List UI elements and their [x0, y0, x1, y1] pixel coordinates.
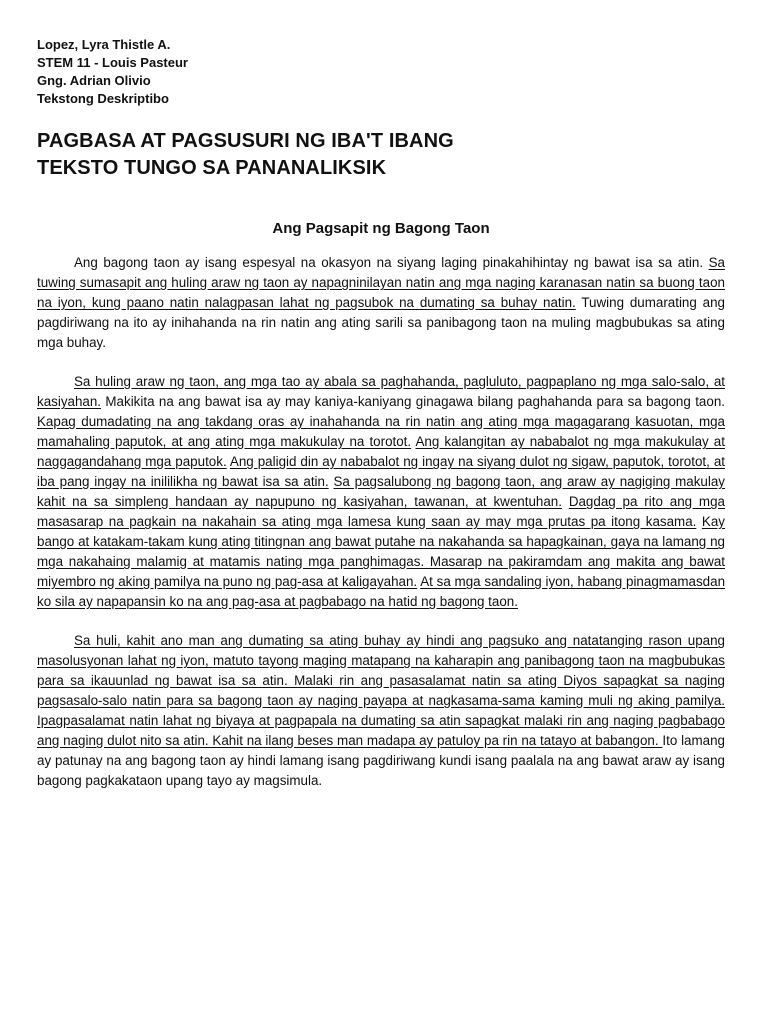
author-name: Lopez, Lyra Thistle A. — [37, 37, 171, 52]
p1-sentence-3: Tuwing dumarating ang pagdiriwang na ito ay inihahanda na rin natin ang ating sarili sa panibagong taon na muling magbubukas sa ating mga buhay. — [37, 295, 725, 350]
p3-underlined-1: Sa huli, kahit ano man ang dumating sa ating buhay ay hindi ang pagsuko ang natatanging rason upang masolusyonan lahat ng iyon, matuto tayong maging matapang na kaharapin ang panibagong taon na magbubukas para sa ikauunlad ng bawat isa sa atin. Malaki rin ang pasasalamat natin sa ating Diyos sapagkat sa naging pagsasalo-salo natin para sa bagong taon ay naging payapa at nagkasama-sama kaming muli ng aking pamilya. Ipagpasalamat natin lahat ng biyaya at pagpapala na dumating sa atin sapagkat malaki rin ang naging pagbabago ang naging dulot nito sa atin. Kahit na ilang beses man madapa ay patuloy pa rin na tatayo at babangon. — [37, 633, 725, 748]
p2-underlined-8: At sa mga sandaling iyon, habang pinagmamasdan ko sila ay napapansin ko na ang pag-asa at pagbabago na hatid ng bagong taon. — [37, 574, 726, 609]
p2-underlined-5: Sa pagsalubong ng bagong taon, ang araw ay nagiging makulay kahit na sa simpleng handaan ay napupuno ng kasiyahan, tawanan, at kwentuhan. — [37, 474, 725, 509]
header-block — [37, 36, 725, 108]
paragraph-3 — [37, 631, 725, 791]
p2-plain-1: Makikita na ang bawat isa ay may kaniya-kaniyang ginagawa bilang paghahanda para sa bagong taon. — [101, 394, 725, 409]
grade-section: STEM 11 - Louis Pasteur — [37, 55, 188, 70]
p1-underlined-1: Sa tuwing sumasapit ang huling araw ng taon ay napagninilayan natin ang mga naging karanasan natin sa buong taon na iyon, kung paano natin nalagpasan lahat ng pagsubok na dumating sa buhay natin. — [37, 255, 725, 310]
p2-underlined-6: Dagdag pa rito ang mga masasarap na pagkain na nakahain sa ating mga lamesa kung saan ay may mga prutas pa itong kasama. — [37, 494, 725, 529]
p1-sentence-1: Ang bagong taon ay isang espesyal na okasyon na siyang laging pinakahihintay ng bawat isa sa atin. — [74, 255, 709, 270]
main-title — [37, 128, 725, 182]
document-page — [37, 36, 725, 791]
p2-underlined-4: Ang paligid din ay nababalot ng ingay na siyang dulot ng sigaw, paputok, torotot, at iba pang ingay na inililikha ng bawat isa sa atin. — [37, 454, 726, 489]
p2-underlined-2: Kapag dumadating na ang takdang oras ay inahahanda na rin natin ang ating mga magagarang kasuotan, mga mamahaling paputok, at ang ating mga makukulay na torotot. — [37, 414, 725, 449]
teacher-name: Gng. Adrian Olivio — [37, 73, 151, 88]
essay-title: Ang Pagsapit ng Bagong Taon — [272, 220, 490, 237]
paragraph-1 — [37, 253, 725, 353]
main-title-line-2: TEKSTO TUNGO SA PANANALIKSIK — [37, 157, 387, 179]
p2-underlined-1: Sa huling araw ng taon, ang mga tao ay abala sa paghahanda, pagluluto, pagpaplano ng mga salo-salo, at kasiyahan. — [37, 374, 725, 409]
paragraph-2 — [37, 372, 725, 612]
p2-underlined-7: Kay bango at katakam-takam kung ating titingnan ang bawat putahe na nakahanda sa hapagkainan, gaya na lamang ng mga nakahaing malamig at matamis nating mga panghimagas. Masarap na pakiramdam ang makita ang bawat miyembro ng aking pamilya na puno ng pag-asa at kaligayahan. — [37, 514, 725, 589]
p2-space-4 — [562, 494, 569, 509]
p2-underlined-3: Ang kalangitan ay nababalot ng mga makukulay at naggagandahang mga paputok. — [37, 434, 725, 469]
p3-plain-1: Ito lamang ay patunay na ang bagong taon ay hindi lamang isang pagdiriwang kundi isang paalala na ang bawat araw ay isang bagong pagkakataon upang tayo ay magsimula. — [37, 733, 725, 788]
text-type: Tekstong Deskriptibo — [37, 91, 169, 106]
main-title-line-1: PAGBASA AT PAGSUSURI NG IBA'T IBANG — [37, 130, 454, 152]
